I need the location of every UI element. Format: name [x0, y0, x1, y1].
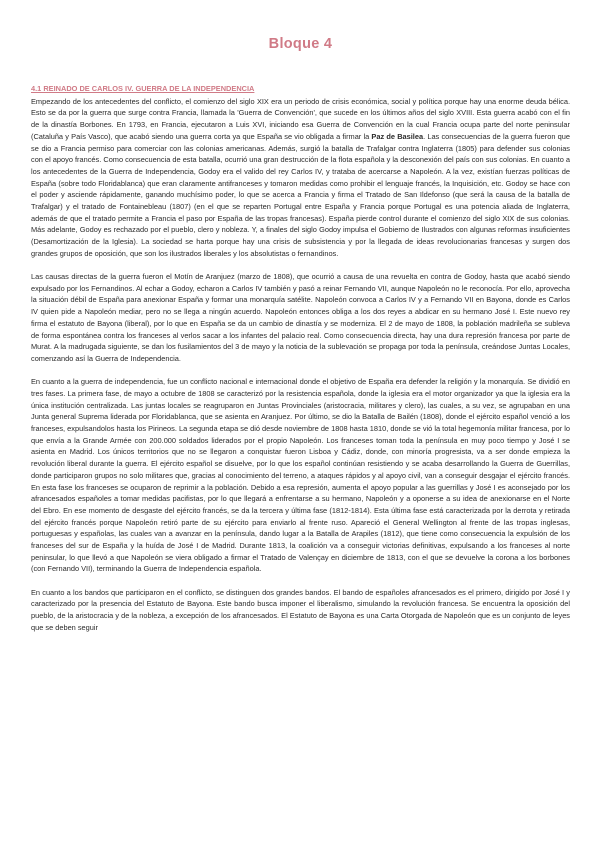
paragraph-text: Empezando de los antecedentes del conflicto, el comienzo del siglo XIX era un periodo de crisis económica, social y política porque hay una enorme deuda bélica. Esto se da por la guerra que surge contra Francia, llamada la 'Guerra de Convención', que sucede en los últimos años del siglo XVIII. Esta guerra acabó con el fin de la dinastía Borbones. En 1793, en Francia, ejecutaron a Luis XVI, iniciando esa Guerra de Convención en la cual Francia ocupa parte del norte peninsular (Cataluña y País Vasco), que acabó siendo una guerra corta ya que España se vio obligada a firmar la: [31, 96, 570, 141]
section-heading: 4.1 REINADO DE CARLOS IV. GUERRA DE LA INDEPENDENCIA: [31, 84, 255, 93]
paragraph-2: [31, 271, 570, 365]
page-title: Bloque 4: [268, 36, 333, 52]
paragraph-text: . Las consecuencias de la guerra fueron que se dio a Francia permiso para comerciar con las colonias americanas. Además, surgió la batalla de Trafalgar contra Inglaterra (1805) para defender sus colonias con el apoyo francés. Como consecuencia de esta batalla, ocurrió una gran destrucción de la flota española y la desconexión del país con sus colonias. En cuanto a los antecedentes de la Guerra de Independencia, Godoy era el valido del rey Carlos IV, y trataba de acercarse a Napoleón. A la vez, existían fuerzas políticas de España (sobre todo Floridablanca) que eran claramente antifranceses y tomaron medidas como prohibir el lenguaje francés, la Inquisición, etc. Godoy se hace con el poder y asciende rápidamente, ganando muchísimo poder, lo que se acerca a Francia y firma el Tratado de San Ildefonso (que será la causa de la batalla de Trafalgar) y el tratado de Fontainebleau (1807) (en el que se reparten Portugal entre España y Francia porque Portugal es una potencia aliada de Inglaterra, además de que el tratado permite a Francia el paso por España de las tropas francesas). España pierde control durante el comienzo del siglo XIX de sus colonias. Más adelante, Godoy es rechazado por el pueblo, clero y nobleza. Y, a finales del siglo Godoy impulsa el Gobierno de Ilustrados con algunas reformas insuficientes (Desamortización de la Iglesia). La sociedad se harta porque hay una crisis de subsistencia y por la llegada de ideas revolucionarias francesas y surgen dos grandes grupos de oposición, que son los ilustrados liberales y los absolutistas o fernandinos.: [31, 131, 570, 258]
paragraph-3: [31, 376, 570, 575]
paragraph-text: En cuanto a la guerra de independencia, fue un conflicto nacional e internacional donde el objetivo de España era defender la religión y la monarquía. Se dividió en tres fases. La primera fase, de mayo a octubre de 1808 se caracterizó por la resistencia española, donde la iglesia era el motor organizador ya que la iglesia era la única institución centralizada. Las juntas locales se reagruparon en Juntas Provinciales (aristocracia, militares y clero), las cuales, a su vez, se agrupaban en una Junta general Suprema liderada por Floridablanca, que se asienta en Aranjuez. Por último, se dio la Batalla de Bailén (1808), donde el ejército español venció a los franceses, expulsandolos hasta los Pirineos. La segunda etapa se dió desde noviembre de 1808 hasta 1810, donde se vió la total hegemonía militar francesa, por lo que envía a la Grande Armée con 200.000 soldados liderados por el propio Napoleón. Los franceses toman toda la península en muy poco tiempo y José I se asienta en Madrid. Los únicos territorios que no se llegaron a conquistar fueron Lisboa y Cádiz, donde, con minoría progresista, va a ser donde empieza la revolución liberal durante la guerra. El ejército español se disuelve, por lo que los español continúan resistiendo y se acaba desarrollando la Guerra de Guerrillas, donde participaron grupos no solo militares que, gracias al conocimiento del terreno, a ataques rápidos y al apoyo civil, van a conseguir desgajar el ejército francés. En esta fase los franceses se ocuparon de reprimir a la población. Debido a esa represión, aumenta el apoyo popular a las guerrillas y José I es aconsejado por los afrancesados españoles a tomar medidas pacifistas, por lo que llegará a enfrentarse a su hermano, Napoleón y a oponerse a su idea de anexionarse en el Norte del Ebro. En ese momento de desgaste del ejército francés, se da la tercera y última fase (1812-1814). Esta última fase está caracterizada por la derrota y retirada del ejército francés porque Napoleón retiró parte de su ejército para enviarlo al frente ruso. Apareció el General Wellington al frente de las tropas inglesas, portuguesas y españolas, las cuales van a avanzar en la península, dando lugar a la Batalla de Arapiles (1812), que tiene como consecuencia la expulsión de los franceses del sur de España y la huída de José I de Madrid. Durante 1813, la coalición va a conseguir victorias definitivas, expulsando a los franceses al norte peninsular, lo que llevó a que Napoleón se viera obligado a firmar el Tratado de Valençay en diciembre de 1813, con el que se devuelve la corona a los borbones (con Fernando VII), terminando la Guerra de Independencia española.: [31, 377, 570, 574]
paragraph-text: Las causas directas de la guerra fueron el Motín de Aranjuez (marzo de 1808), que ocurrió a causa de una revuelta en contra de Godoy, hasta que acabó siendo expulsado por los Fernandinos. Al echar a Godoy, echaron a Carlos IV también y pasó a reinar Fernando VII, aunque Napoleón no le reconocía. Por ello, aprovecha la situación débil de España para anexionar España y formar una monarquía satélite. Napoleón convoca a Carlos IV y a Fernando VII en Bayona, donde es Carlos IV quien pide a Napoleón mediar, pero no se llega a ningún acuerdo. Napoleón entonces obliga a los dos reyes a abdicar en su hermano José I. Este nuevo rey firma el estatuto de Bayona (liberal), por lo que en España se da un cambio de dinastía y se moderniza. El 2 de mayo de 1808, la población madrileña se subleva de forma espontánea contra los franceses al verlos sacar a los infantes del palacio real. Como consecuencia directa, hay una dura represión francesa por parte de Murat. A la madrugada siguiente, se dan los fusilamientos del 3 de mayo y la noticia de la sublevación se propaga por toda la península, creándose Juntas Locales, comenzando así la Guerra de Independencia.: [31, 272, 570, 363]
paragraph-1: [31, 96, 570, 260]
paragraph-text: En cuanto a los bandos que participaron en el conflicto, se distinguen dos grandes bandos. El bando de españoles afrancesados es el primero, dirigido por José I y caracterizado por la presencia del Estatuto de Bayona. Este bando busca imponer el liberalismo, simulando la revolución francesa. Se encuentra la oposición del pueblo, de la aristocracia y de la nobleza, a excepción de los afrancesados. El Estatuto de Bayona es una Carta Otorgada de Napoleón que es un conjunto de leyes que se deben seguir: [31, 587, 570, 632]
document-body: [31, 96, 570, 634]
bold-text: Paz de Basilea: [371, 131, 424, 141]
paragraph-4: [31, 587, 570, 634]
